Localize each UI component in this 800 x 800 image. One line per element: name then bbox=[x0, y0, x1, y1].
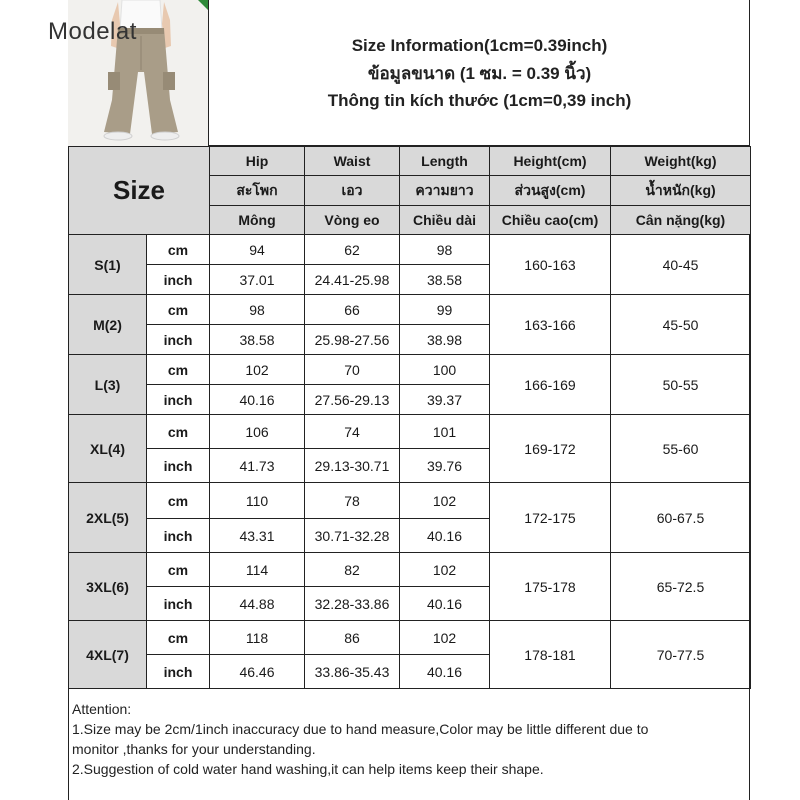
height-range-cell: 175-178 bbox=[490, 553, 611, 621]
measurement-cell: 114 bbox=[210, 553, 305, 587]
table-row bbox=[69, 553, 751, 587]
measurement-cell: 38.98 bbox=[400, 325, 490, 355]
measurement-cell: 98 bbox=[210, 295, 305, 325]
column-header-vi: Chiều dài bbox=[400, 206, 490, 235]
weight-range-cell: 50-55 bbox=[611, 355, 751, 415]
height-range-cell: 163-166 bbox=[490, 295, 611, 355]
size-label-cell: S(1) bbox=[69, 235, 147, 295]
unit-cell: cm bbox=[147, 355, 210, 385]
unit-cell: inch bbox=[147, 449, 210, 483]
height-range-cell: 172-175 bbox=[490, 483, 611, 553]
measurement-cell: 27.56-29.13 bbox=[305, 385, 400, 415]
table-row bbox=[69, 415, 751, 449]
measurement-cell: 24.41-25.98 bbox=[305, 265, 400, 295]
unit-cell: cm bbox=[147, 553, 210, 587]
measurement-cell: 46.46 bbox=[210, 655, 305, 689]
measurement-cell: 70 bbox=[305, 355, 400, 385]
column-header-en: Length bbox=[400, 147, 490, 176]
size-label-cell: XL(4) bbox=[69, 415, 147, 483]
unit-cell: cm bbox=[147, 621, 210, 655]
title-english: Size Information(1cm=0.39inch) bbox=[351, 35, 608, 55]
attention-heading: Attention: bbox=[72, 701, 132, 717]
measurement-cell: 98 bbox=[400, 235, 490, 265]
attention-notes bbox=[68, 696, 750, 800]
measurement-cell: 32.28-33.86 bbox=[305, 587, 400, 621]
unit-cell: inch bbox=[147, 519, 210, 553]
unit-cell: cm bbox=[147, 295, 210, 325]
measurement-cell: 110 bbox=[210, 483, 305, 519]
measurement-cell: 37.01 bbox=[210, 265, 305, 295]
measurement-cell: 30.71-32.28 bbox=[305, 519, 400, 553]
measurement-cell: 40.16 bbox=[400, 587, 490, 621]
unit-cell: inch bbox=[147, 587, 210, 621]
attention-line-1: 1.Size may be 2cm/1inch inaccuracy due to hand measure,Color may be little different due to bbox=[72, 721, 649, 737]
unit-cell: inch bbox=[147, 265, 210, 295]
measurement-cell: 99 bbox=[400, 295, 490, 325]
column-header-th: เอว bbox=[305, 176, 400, 206]
title-thai: ข้อมูลขนาด (1 ซม. = 0.39 นิ้ว) bbox=[367, 63, 592, 83]
column-header-vi: Chiều cao(cm) bbox=[490, 206, 611, 235]
unit-cell: cm bbox=[147, 235, 210, 265]
height-range-cell: 166-169 bbox=[490, 355, 611, 415]
weight-range-cell: 45-50 bbox=[611, 295, 751, 355]
table-row bbox=[69, 235, 751, 265]
measurement-cell: 38.58 bbox=[210, 325, 305, 355]
column-header-th: สะโพก bbox=[210, 176, 305, 206]
unit-cell: cm bbox=[147, 483, 210, 519]
measurement-cell: 38.58 bbox=[400, 265, 490, 295]
measurement-cell: 40.16 bbox=[400, 519, 490, 553]
column-header-vi: Vòng eo bbox=[305, 206, 400, 235]
measurement-cell: 33.86-35.43 bbox=[305, 655, 400, 689]
measurement-cell: 82 bbox=[305, 553, 400, 587]
weight-range-cell: 40-45 bbox=[611, 235, 751, 295]
attention-line-2: monitor ,thanks for your understanding. bbox=[72, 741, 316, 757]
table-row bbox=[69, 295, 751, 325]
header-section bbox=[68, 0, 750, 146]
column-header-en: Hip bbox=[210, 147, 305, 176]
measurement-cell: 43.31 bbox=[210, 519, 305, 553]
measurement-cell: 118 bbox=[210, 621, 305, 655]
measurement-cell: 66 bbox=[305, 295, 400, 325]
header-row-en bbox=[69, 147, 751, 176]
size-column-heading: Size bbox=[69, 147, 210, 235]
weight-range-cell: 65-72.5 bbox=[611, 553, 751, 621]
weight-range-cell: 60-67.5 bbox=[611, 483, 751, 553]
size-label-cell: 3XL(6) bbox=[69, 553, 147, 621]
measurement-cell: 40.16 bbox=[210, 385, 305, 415]
table-row bbox=[69, 483, 751, 519]
measurement-cell: 86 bbox=[305, 621, 400, 655]
measurement-cell: 41.73 bbox=[210, 449, 305, 483]
unit-cell: inch bbox=[147, 385, 210, 415]
weight-range-cell: 70-77.5 bbox=[611, 621, 751, 689]
measurement-cell: 40.16 bbox=[400, 655, 490, 689]
measurement-cell: 94 bbox=[210, 235, 305, 265]
column-header-th: น้ำหนัก(kg) bbox=[611, 176, 751, 206]
height-range-cell: 169-172 bbox=[490, 415, 611, 483]
measurement-cell: 100 bbox=[400, 355, 490, 385]
size-label-cell: M(2) bbox=[69, 295, 147, 355]
height-range-cell: 178-181 bbox=[490, 621, 611, 689]
measurement-cell: 102 bbox=[400, 553, 490, 587]
size-chart-table bbox=[68, 146, 751, 689]
unit-cell: inch bbox=[147, 655, 210, 689]
table-row bbox=[69, 355, 751, 385]
measurement-cell: 39.37 bbox=[400, 385, 490, 415]
measurement-cell: 102 bbox=[400, 483, 490, 519]
measurement-cell: 78 bbox=[305, 483, 400, 519]
size-label-cell: L(3) bbox=[69, 355, 147, 415]
size-label-cell: 4XL(7) bbox=[69, 621, 147, 689]
leaf-corner-icon bbox=[198, 0, 208, 10]
unit-cell: inch bbox=[147, 325, 210, 355]
measurement-cell: 44.88 bbox=[210, 587, 305, 621]
measurement-cell: 39.76 bbox=[400, 449, 490, 483]
column-header-vi: Cân nặng(kg) bbox=[611, 206, 751, 235]
column-header-vi: Mông bbox=[210, 206, 305, 235]
table-row bbox=[69, 621, 751, 655]
size-label-cell: 2XL(5) bbox=[69, 483, 147, 553]
column-header-en: Height(cm) bbox=[490, 147, 611, 176]
measurement-cell: 102 bbox=[400, 621, 490, 655]
column-header-en: Weight(kg) bbox=[611, 147, 751, 176]
size-info-title-box bbox=[209, 0, 750, 146]
measurement-cell: 74 bbox=[305, 415, 400, 449]
weight-range-cell: 55-60 bbox=[611, 415, 751, 483]
unit-cell: cm bbox=[147, 415, 210, 449]
measurement-cell: 62 bbox=[305, 235, 400, 265]
height-range-cell: 160-163 bbox=[490, 235, 611, 295]
measurement-cell: 106 bbox=[210, 415, 305, 449]
column-header-th: ส่วนสูง(cm) bbox=[490, 176, 611, 206]
title-vietnamese: Thông tin kích thước (1cm=0,39 inch) bbox=[327, 90, 632, 110]
measurement-cell: 101 bbox=[400, 415, 490, 449]
measurement-cell: 29.13-30.71 bbox=[305, 449, 400, 483]
attention-line-3: 2.Suggestion of cold water hand washing,it can help items keep their shape. bbox=[72, 761, 544, 777]
column-header-en: Waist bbox=[305, 147, 400, 176]
measurement-cell: 25.98-27.56 bbox=[305, 325, 400, 355]
measurement-cell: 102 bbox=[210, 355, 305, 385]
column-header-th: ความยาว bbox=[400, 176, 490, 206]
brand-logo-text: Modelat bbox=[48, 18, 137, 45]
